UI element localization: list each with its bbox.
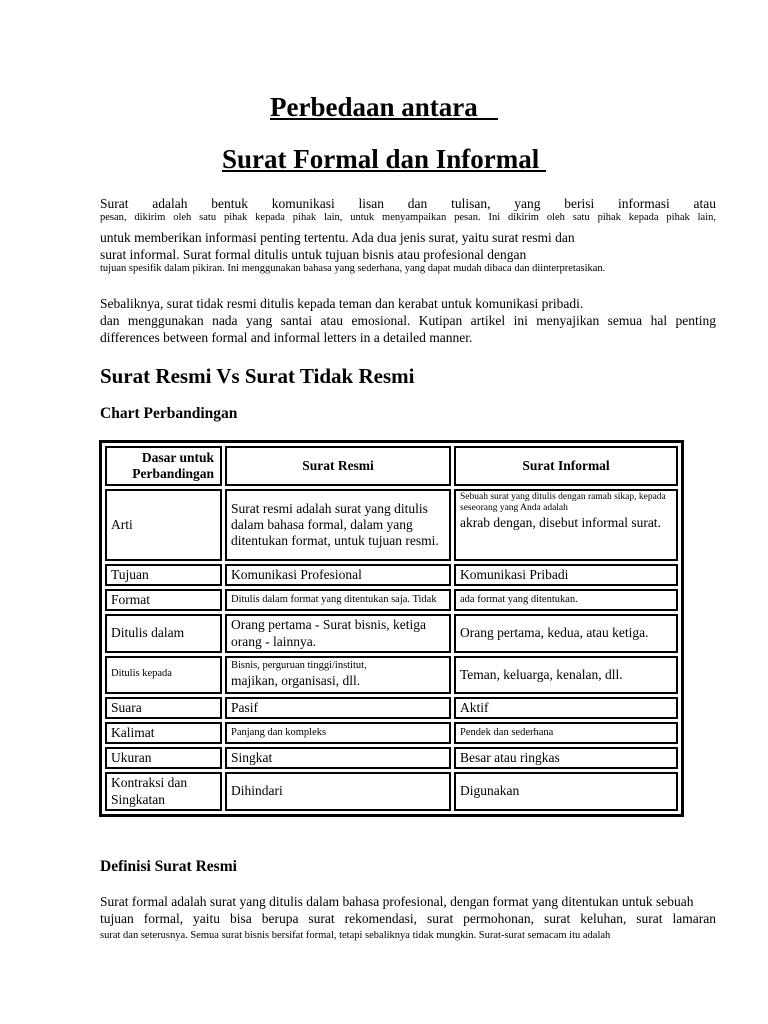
cell-informal: Teman, keluarga, kenalan, dll.	[454, 656, 678, 694]
cell-basis: Suara	[105, 697, 222, 719]
cell-basis: Arti	[105, 489, 222, 561]
table-row	[105, 656, 678, 694]
definition-heading: Definisi Surat Resmi	[100, 858, 237, 875]
cell-formal: Komunikasi Profesional	[225, 564, 451, 586]
cell-formal-part: majikan, organisasi, dll.	[231, 672, 361, 688]
definition-line: Surat formal adalah surat yang ditulis dalam bahasa profesional, dengan format yang ditentukan untuk sebuah	[100, 894, 694, 909]
cell-informal: Komunikasi Pribadi	[454, 564, 678, 586]
table-row	[105, 589, 678, 611]
cell-informal: Pendek dan sederhana	[454, 722, 678, 744]
chart-heading: Chart Perbandingan	[100, 405, 238, 422]
cell-formal	[225, 656, 451, 694]
header-informal: Surat Informal	[454, 446, 678, 486]
table-row	[105, 489, 678, 561]
definition-line: tujuan formal, yaitu bisa berupa surat rekomendasi, surat permohonan, surat keluhan, surat lamaran	[100, 911, 716, 926]
cell-informal: Orang pertama, kedua, atau ketiga.	[454, 614, 678, 652]
cell-formal: Dihindari	[225, 772, 451, 810]
cell-basis: Ditulis dalam	[105, 614, 222, 652]
cell-informal-part: akrab dengan, disebut informal surat.	[460, 514, 661, 530]
cell-formal: Orang pertama - Surat bisnis, ketiga orang - lainnya.	[225, 614, 451, 652]
title-line-1: Perbedaan antara	[270, 92, 498, 122]
intro-line: surat informal. Surat formal ditulis untuk tujuan bisnis atau profesional dengan	[100, 247, 527, 262]
table-row	[105, 614, 678, 652]
cell-informal: ada format yang ditentukan.	[454, 589, 678, 611]
intro-line: tujuan spesifik dalam pikiran. Ini menggunakan bahasa yang sederhana, yang dapat mudah dibaca dan diinterpretasikan.	[100, 263, 606, 274]
cell-informal-part: Sebuah surat yang ditulis dengan ramah sikap, kepada seseorang yang Anda adalah	[460, 492, 666, 514]
cell-formal: Surat resmi adalah surat yang ditulis dalam bahasa formal, dalam yang ditentukan format, untuk tujuan resmi.	[225, 489, 451, 561]
cell-basis: Ukuran	[105, 747, 222, 769]
cell-basis: Format	[105, 589, 222, 611]
cell-basis: Ditulis kepada	[105, 656, 222, 694]
intro-line: Surat adalah bentuk komunikasi lisan dan tulisan, yang berisi informasi atau	[100, 196, 716, 211]
intro-line: untuk memberikan informasi penting tertentu. Ada dua jenis surat, yaitu surat resmi dan	[100, 230, 575, 245]
para2-line: dan menggunakan nada yang santai atau emosional. Kutipan artikel ini menyajikan semua hal penting	[100, 313, 716, 328]
table-row	[105, 772, 678, 810]
header-basis: Dasar untuk Perbandingan	[105, 446, 222, 486]
cell-informal: Besar atau ringkas	[454, 747, 678, 769]
definition-line: surat dan seterusnya. Semua surat bisnis bersifat formal, tetapi sebaliknya tidak mungkin. Surat-surat semacam itu adalah	[100, 930, 611, 941]
comparison-table	[99, 440, 684, 817]
cell-formal: Pasif	[225, 697, 451, 719]
table-row	[105, 697, 678, 719]
table-row	[105, 747, 678, 769]
header-formal: Surat Resmi	[225, 446, 451, 486]
para2-line: Sebaliknya, surat tidak resmi ditulis kepada teman dan kerabat untuk komunikasi pribadi.	[100, 296, 584, 311]
cell-basis: Tujuan	[105, 564, 222, 586]
table-header-row	[105, 446, 678, 486]
para2-line: differences between formal and informal letters in a detailed manner.	[100, 330, 473, 345]
intro-line: pesan, dikirim oleh satu pihak kepada pihak lain, untuk menyampaikan pesan. Ini dikirim oleh satu pihak kepada pihak lain,	[100, 212, 716, 223]
cell-basis: Kontraksi dan Singkatan	[105, 772, 222, 810]
cell-formal: Panjang dan kompleks	[225, 722, 451, 744]
title-line-2: Surat Formal dan Informal	[222, 144, 546, 174]
cell-informal: Digunakan	[454, 772, 678, 810]
table-row	[105, 722, 678, 744]
cell-basis: Kalimat	[105, 722, 222, 744]
section-heading: Surat Resmi Vs Surat Tidak Resmi	[100, 364, 415, 388]
cell-informal: Aktif	[454, 697, 678, 719]
cell-formal: Ditulis dalam format yang ditentukan saja. Tidak	[225, 589, 451, 611]
cell-informal	[454, 489, 678, 561]
cell-formal-part: Bisnis, perguruan tinggi/institut,	[231, 660, 367, 672]
table-row	[105, 564, 678, 586]
cell-formal: Singkat	[225, 747, 451, 769]
